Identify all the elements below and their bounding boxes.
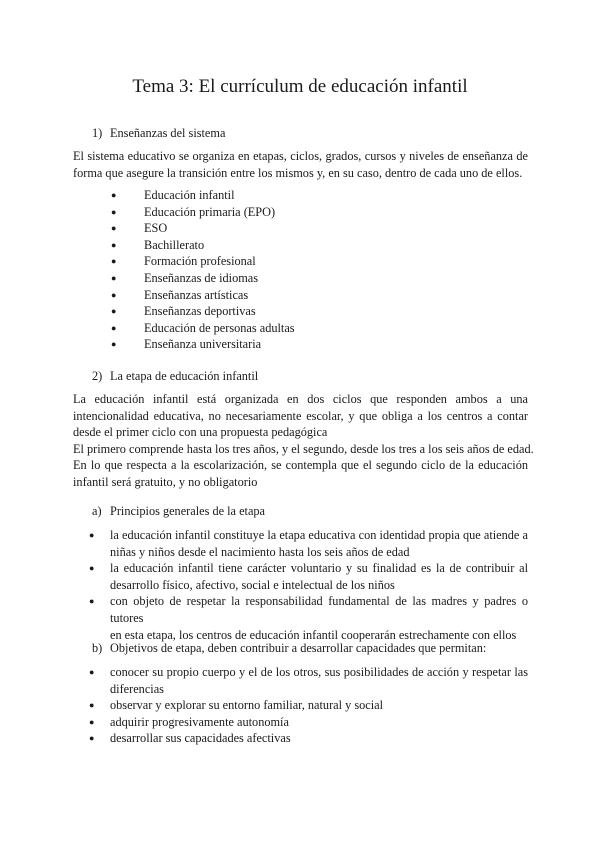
list-item: ● Bachillerato [111, 237, 205, 252]
bullet-icon: ● [89, 596, 95, 607]
section-1-paragraph [73, 148, 528, 181]
list-item: ● conocer su propio cuerpo y el de los otros, sus posibilidades de acción y respetar las diferencias [89, 665, 528, 696]
paragraph-line: desde el primer ciclo con una propuesta pedagógica [73, 425, 328, 440]
bullet-icon: ● [89, 733, 95, 744]
bullet-icon: ● [111, 256, 117, 267]
bullet-icon: ● [89, 563, 95, 574]
list-item: ● la educación infantil tiene carácter voluntario y su finalidad es la de contribuir al desarrollo físico, afectivo, social e intelectual de los niños [89, 561, 528, 592]
subsection-b-letter: b) [92, 641, 103, 655]
list-item: ● Enseñanzas de idiomas [111, 270, 259, 285]
list-item: ● Educación infantil [111, 188, 235, 202]
list-item: ● con objeto de respetar la responsabilidad fundamental de las madres y padres o tutores en esta etapa, los centros de educación infantil cooperarán estrechamente con ellos [89, 594, 528, 642]
bullet-icon: ● [111, 339, 117, 350]
bullet-icon: ● [111, 306, 117, 317]
section-2-paragraph [73, 391, 534, 491]
bullet-icon: ● [89, 700, 95, 711]
list-item: ● Formación profesional [111, 254, 256, 269]
list-item: ● Educación de personas adultas [111, 320, 295, 335]
subsection-a-letter: a) [92, 504, 102, 518]
bullet-icon: ● [89, 716, 95, 727]
bullet-icon: ● [111, 322, 117, 333]
subsection-a-title: Principios generales de la etapa [110, 504, 266, 518]
list-item: ● Enseñanzas artísticas [111, 287, 249, 302]
bullet-icon: ● [111, 206, 117, 217]
bullet-icon: ● [89, 530, 95, 540]
paragraph-line: La educación infantil está organizada en dos ciclos que responden ambos a una [73, 392, 528, 406]
paragraph-line: intencionalidad educativa, no necesariamente escolar, y que obliga a los centros a contar [73, 408, 528, 423]
bullet-icon: ● [111, 272, 117, 283]
list-item: ● Enseñanzas deportivas [111, 304, 256, 319]
list-item: ● la educación infantil constituye la etapa educativa con identidad propia que atiende a niñas y niños desde el nacimiento hasta los seis años de edad [89, 528, 528, 559]
section-2-number: 2) [92, 369, 103, 383]
bullet-icon: ● [111, 223, 117, 234]
paragraph-line: En lo que respecta a la escolarización, se contempla que el segundo ciclo de la educación [73, 458, 528, 473]
paragraph-line: infantil será gratuito, y no obligatorio [73, 474, 258, 489]
list-item: ● adquirir progresivamente autonomía [89, 714, 289, 729]
list-item: ● observar y explorar su entorno familiar, natural y social [89, 698, 384, 713]
list-item: ● desarrollar sus capacidades afectivas [89, 731, 291, 746]
bullet-icon: ● [111, 239, 117, 250]
paragraph-line: El sistema educativo se organiza en etapas, ciclos, grados, cursos y niveles de enseñanza de [73, 149, 528, 163]
subsection-b-title: Objetivos de etapa, deben contribuir a desarrollar capacidades que permitan: [110, 641, 487, 655]
section-1-title: Enseñanzas del sistema [110, 126, 226, 140]
education-levels-list [111, 187, 295, 353]
section-2-title: La etapa de educación infantil [110, 369, 259, 383]
paragraph-line: forma que asegure la transición entre los mismos y, en su caso, dentro de cada uno de ellos. [73, 165, 523, 180]
list-item: ● Educación primaria (EPO) [111, 204, 276, 219]
bullet-icon: ● [111, 190, 117, 200]
list-item: ● Enseñanza universitaria [111, 337, 262, 352]
paragraph-line: El primero comprende hasta los tres años, y el segundo, desde los tres a los seis años de edad. [73, 441, 534, 456]
objectives-list [73, 664, 528, 747]
list-item: ● ESO [111, 221, 168, 236]
principles-list [73, 527, 528, 643]
document-title: Tema 3: El currículum de educación infantil [132, 76, 468, 97]
bullet-icon: ● [111, 289, 117, 300]
bullet-icon: ● [89, 667, 95, 677]
section-1-number: 1) [92, 126, 103, 140]
